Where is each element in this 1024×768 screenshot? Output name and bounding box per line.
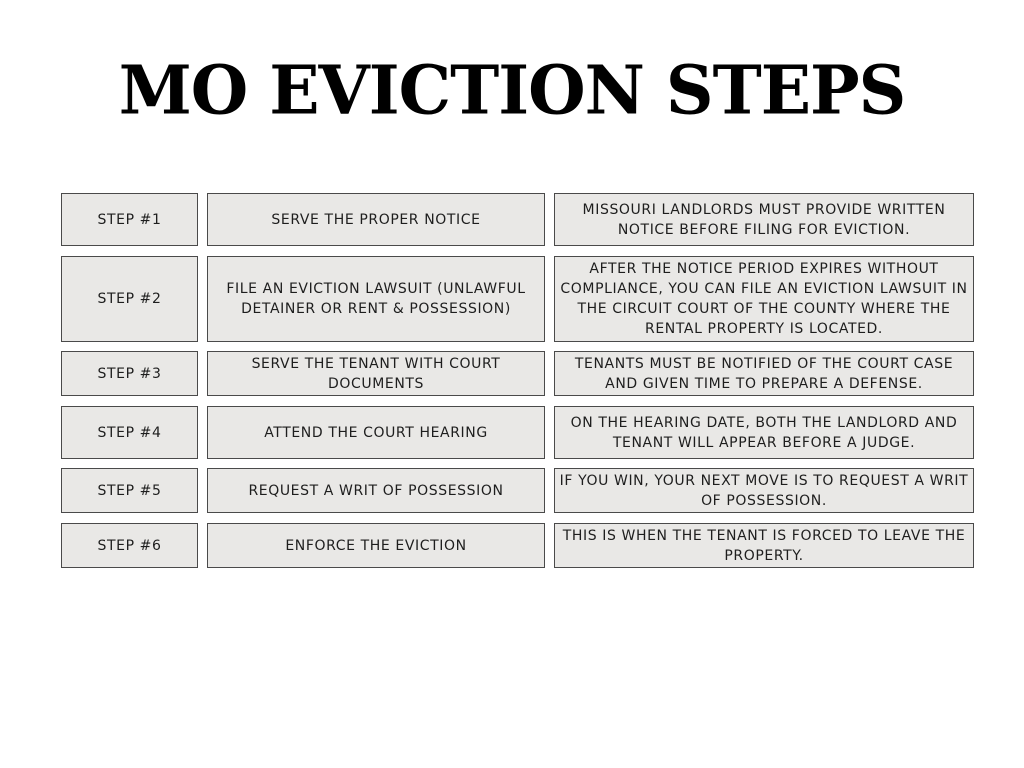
step-label: STEP #3	[61, 351, 198, 396]
step-action: ATTEND THE COURT HEARING	[207, 406, 545, 459]
step-label: STEP #6	[61, 523, 198, 568]
step-action: SERVE THE TENANT WITH COURT DOCUMENTS	[207, 351, 545, 396]
step-description: ON THE HEARING DATE, BOTH THE LANDLORD AND TENANT WILL APPEAR BEFORE A JUDGE.	[554, 406, 974, 459]
step-row	[61, 406, 974, 459]
step-action: REQUEST A WRIT OF POSSESSION	[207, 468, 545, 513]
step-description: TENANTS MUST BE NOTIFIED OF THE COURT CASE AND GIVEN TIME TO PREPARE A DEFENSE.	[554, 351, 974, 396]
step-row	[61, 193, 974, 246]
step-description: AFTER THE NOTICE PERIOD EXPIRES WITHOUT COMPLIANCE, YOU CAN FILE AN EVICTION LAWSUIT IN THE CIRCUIT COURT OF THE COUNTY WHERE THE RENTAL PROPERTY IS LOCATED.	[554, 256, 974, 342]
step-label: STEP #2	[61, 256, 198, 342]
step-row	[61, 256, 974, 342]
step-action: SERVE THE PROPER NOTICE	[207, 193, 545, 246]
step-label: STEP #4	[61, 406, 198, 459]
step-description: IF YOU WIN, YOUR NEXT MOVE IS TO REQUEST A WRIT OF POSSESSION.	[554, 468, 974, 513]
step-description: THIS IS WHEN THE TENANT IS FORCED TO LEAVE THE PROPERTY.	[554, 523, 974, 568]
step-action: ENFORCE THE EVICTION	[207, 523, 545, 568]
page-title: MO EVICTION STEPS	[118, 50, 906, 130]
step-row	[61, 468, 974, 513]
step-row	[61, 523, 974, 568]
step-action: FILE AN EVICTION LAWSUIT (UNLAWFUL DETAINER OR RENT & POSSESSION)	[207, 256, 545, 342]
step-label: STEP #5	[61, 468, 198, 513]
step-description: MISSOURI LANDLORDS MUST PROVIDE WRITTEN NOTICE BEFORE FILING FOR EVICTION.	[554, 193, 974, 246]
steps-table	[61, 193, 974, 578]
step-label: STEP #1	[61, 193, 198, 246]
step-row	[61, 351, 974, 396]
